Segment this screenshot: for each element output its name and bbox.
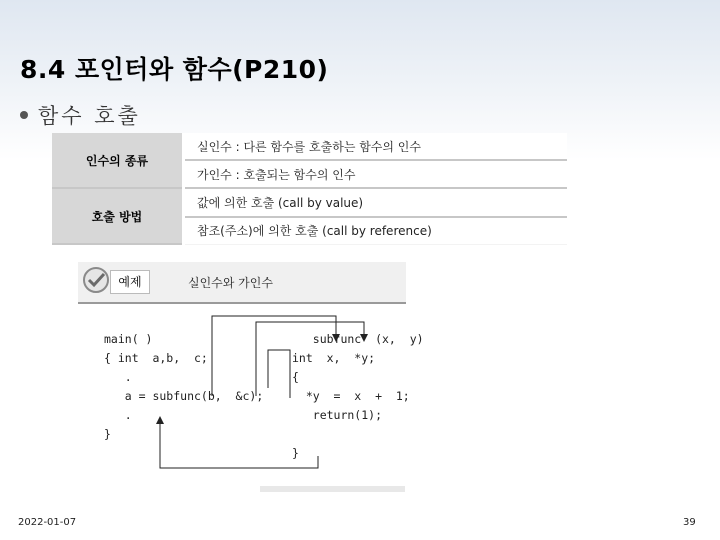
code-line: } [292, 446, 299, 460]
code-line: { int a,b, c; [104, 351, 208, 365]
example-title: 실인수와 가인수 [188, 276, 273, 290]
subfunc-code [292, 330, 424, 463]
table-cell: 참조(주소)에 의한 호출 (call by reference) [184, 217, 568, 244]
code-line: . [104, 370, 132, 384]
footer-date: 2022-01-07 [18, 517, 77, 528]
slide-title: 8.4 포인터와 함수(P210) [20, 55, 329, 84]
code-line: subfunc (x, y) [292, 332, 424, 346]
bullet-dot-icon [20, 111, 28, 119]
table-row-header: 인수의 종류 [52, 133, 184, 188]
code-line: a = subfunc(b, &c); [104, 389, 264, 403]
table-cell: 실인수 : 다른 함수를 호출하는 함수의 인수 [184, 133, 568, 160]
table-row-header: 호출 방법 [52, 188, 184, 244]
code-line: } [104, 427, 111, 441]
figure-scrollbar [260, 486, 405, 492]
bullet-text: 함수 호출 [38, 104, 141, 128]
code-line: { [292, 370, 299, 384]
check-icon [82, 266, 110, 294]
page-number: 39 [683, 517, 696, 528]
argument-table [52, 133, 567, 245]
code-line: int x, *y; [292, 351, 376, 365]
code-line: . [104, 408, 132, 422]
code-line: *y = x + 1; [292, 389, 410, 403]
table-cell: 값에 의한 호출 (call by value) [184, 188, 568, 216]
example-tab: 예제 [110, 270, 150, 294]
main-code [104, 330, 263, 444]
code-line: main( ) [104, 332, 153, 346]
code-line: return(1); [292, 408, 383, 422]
example-header [78, 262, 406, 304]
table-cell: 가인수 : 호출되는 함수의 인수 [184, 160, 568, 188]
bullet-item [20, 100, 141, 130]
